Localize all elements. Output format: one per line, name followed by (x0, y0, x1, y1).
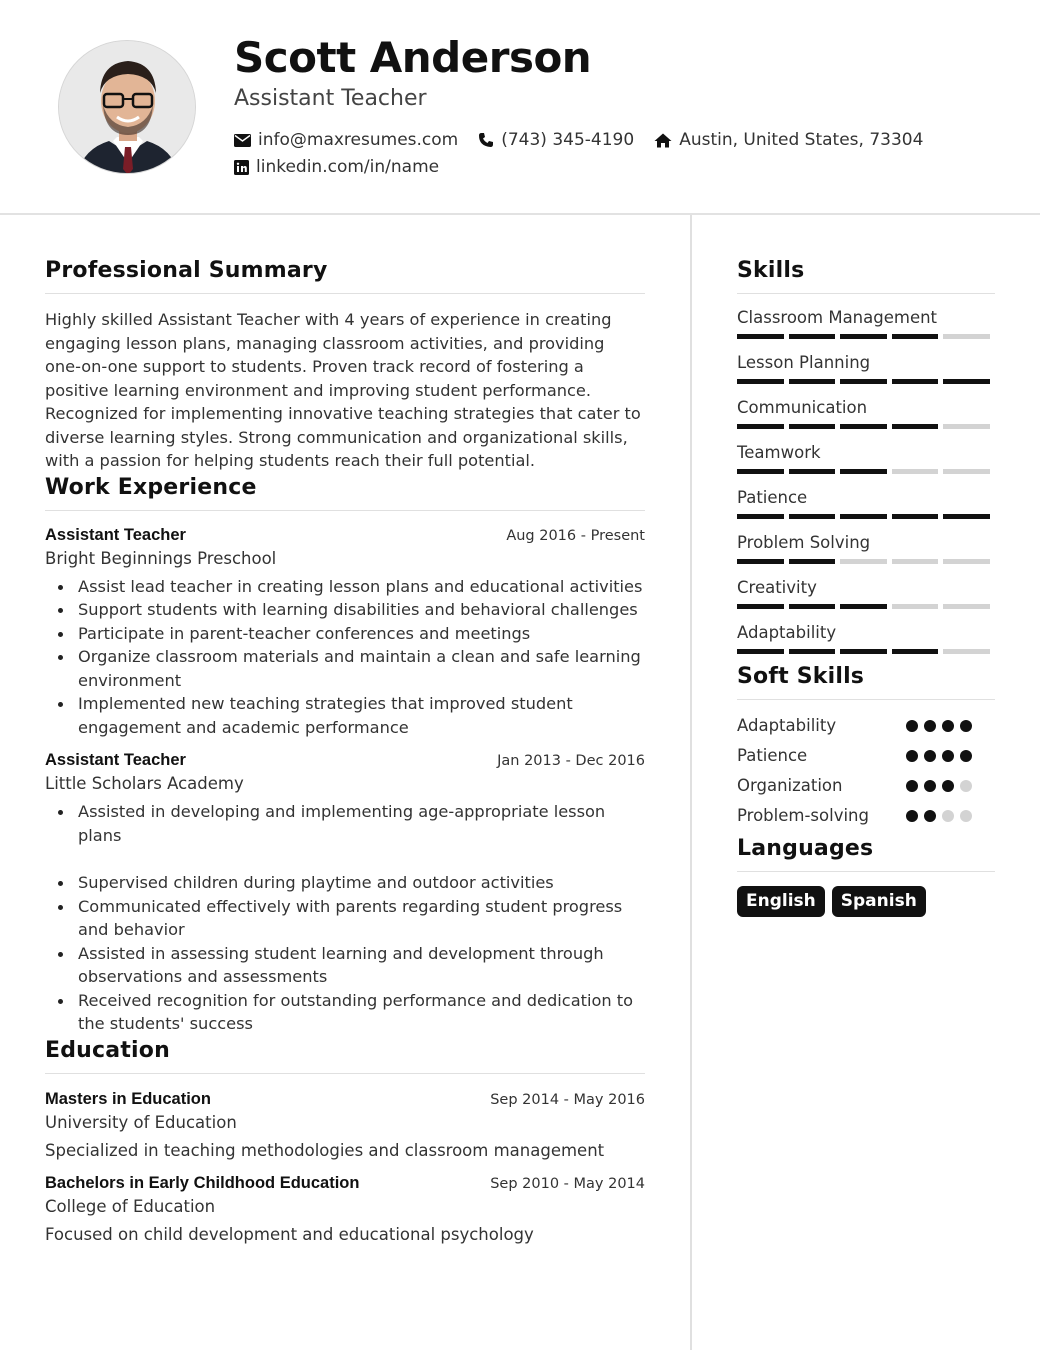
skill-name: Adaptability (737, 623, 837, 642)
education-entry (45, 1174, 645, 1244)
contact-email[interactable] (234, 130, 458, 150)
summary-text: Highly skilled Assistant Teacher with 4 years of experience in creating engaging lesson plans, managing classroom activities, and providing one-on-one support to students. Proven track record of fostering a positive learning environment and improving student performance. Recognized for implementing innovative teaching strategies that cater to diverse learning styles. Strong communication and organizational skills, with a passion for helping students reach their full potential. (45, 310, 641, 470)
email-text: info@maxresumes.com (258, 130, 459, 150)
rating-dot (906, 720, 918, 732)
rating-dot (942, 750, 954, 762)
skill-name: Communication (737, 398, 868, 417)
skill-level-segment (789, 379, 836, 384)
skills-section (737, 258, 995, 654)
phone-icon (478, 132, 494, 148)
skill-level-segment (840, 379, 887, 384)
skill-level-segment (840, 514, 887, 519)
soft-skill-item (737, 804, 995, 834)
soft-skill-item (737, 714, 995, 744)
rating-dot (960, 750, 972, 762)
skill-item (737, 443, 995, 474)
skill-level-segment (840, 424, 887, 429)
education-description: Focused on child development and educational psychology (45, 1224, 534, 1244)
education-entry (45, 1090, 645, 1160)
summary-heading: Professional Summary (45, 258, 645, 294)
skill-name: Creativity (737, 578, 817, 597)
degree-title: Masters in Education (45, 1089, 211, 1108)
skill-level-segment (943, 649, 990, 654)
skill-name: Problem Solving (737, 533, 871, 552)
skill-level-bar (737, 649, 995, 654)
skill-level-segment (892, 514, 939, 519)
skill-item (737, 308, 995, 339)
skill-name: Teamwork (737, 443, 821, 462)
rating-dot (942, 810, 954, 822)
skill-level-segment (789, 424, 836, 429)
job-company: Little Scholars Academy (45, 774, 244, 793)
bullet-item: Communicated effectively with parents regarding student progress and behavior (45, 895, 645, 942)
skill-level-segment (737, 604, 784, 609)
languages-list (737, 886, 995, 917)
bullet-item: Supervised children during playtime and outdoor activities (45, 871, 645, 895)
skill-level-segment (737, 559, 784, 564)
job-date: Aug 2016 - Present (506, 527, 645, 544)
rating-dot (906, 780, 918, 792)
skill-level-segment (892, 469, 939, 474)
rating-dot (960, 810, 972, 822)
education-section (45, 1038, 645, 1244)
soft-skill-name: Patience (737, 746, 808, 765)
skill-level-bar (737, 604, 995, 609)
skill-level-segment (737, 649, 784, 654)
job-company: Bright Beginnings Preschool (45, 548, 277, 568)
languages-heading: Languages (737, 836, 995, 872)
bullet-item: Assist lead teacher in creating lesson plans and educational activities (45, 575, 645, 599)
main-column (45, 258, 645, 1244)
skill-level-segment (943, 424, 990, 429)
rating-dot (942, 720, 954, 732)
rating-dot (924, 720, 936, 732)
skill-level-segment (789, 559, 836, 564)
skill-level-segment (892, 424, 939, 429)
skill-level-bar (737, 514, 995, 519)
skills-heading: Skills (737, 258, 995, 294)
skill-level-bar (737, 334, 995, 339)
skill-level-bar (737, 424, 995, 429)
candidate-role: Assistant Teacher (234, 86, 427, 111)
skill-level-segment (737, 514, 784, 519)
school-name: College of Education (45, 1196, 216, 1216)
job-bullets (45, 575, 645, 740)
skill-level-segment (892, 559, 939, 564)
skill-level-segment (840, 649, 887, 654)
rating-dot (924, 810, 936, 822)
rating-dot (906, 810, 918, 822)
rating-dot (924, 780, 936, 792)
candidate-name: Scott Anderson (234, 33, 592, 82)
skill-level-segment (892, 604, 939, 609)
skill-item (737, 533, 995, 564)
skill-level-segment (943, 514, 990, 519)
contact-phone[interactable] (478, 130, 634, 150)
degree-title: Bachelors in Early Childhood Education (45, 1173, 360, 1192)
bullet-item: Support students with learning disabilities and behavioral challenges (45, 598, 645, 622)
location-text: Austin, United States, 73304 (679, 130, 924, 150)
soft-skills-heading: Soft Skills (737, 664, 995, 700)
bullet-item: Participate in parent-teacher conferences and meetings (45, 622, 645, 646)
education-date: Sep 2010 - May 2014 (490, 1175, 645, 1192)
skill-level-segment (840, 469, 887, 474)
soft-skills-list (737, 714, 995, 834)
home-icon (654, 133, 672, 148)
contact-row-2 (234, 157, 459, 177)
language-badge: Spanish (832, 886, 926, 917)
skill-level-segment (943, 469, 990, 474)
soft-skills-section (737, 664, 995, 834)
skill-item (737, 578, 995, 609)
skill-level-bar (737, 379, 995, 384)
bullet-item: Assisted in developing and implementing age-appropriate lesson plans (45, 800, 645, 847)
skills-list (737, 308, 995, 654)
education-date: Sep 2014 - May 2016 (490, 1091, 645, 1108)
rating-dot (906, 750, 918, 762)
skill-level-segment (737, 424, 784, 429)
skill-item (737, 623, 995, 654)
skill-name: Lesson Planning (737, 353, 871, 372)
contact-linkedin[interactable] (234, 157, 439, 177)
school-name: University of Education (45, 1112, 237, 1132)
soft-skill-name: Adaptability (737, 716, 837, 735)
column-divider (690, 215, 692, 1350)
education-heading: Education (45, 1038, 645, 1074)
skill-level-segment (943, 334, 990, 339)
rating-dot (960, 720, 972, 732)
language-badge: English (737, 886, 825, 917)
skill-level-segment (892, 379, 939, 384)
soft-skill-name: Organization (737, 776, 843, 795)
soft-skill-rating (906, 810, 978, 822)
skill-level-segment (840, 559, 887, 564)
avatar (58, 40, 196, 174)
soft-skill-rating (906, 720, 978, 732)
skill-item (737, 353, 995, 384)
skill-name: Classroom Management (737, 308, 938, 327)
skill-level-segment (943, 604, 990, 609)
soft-skill-name: Problem-solving (737, 806, 869, 825)
linkedin-icon (234, 160, 249, 175)
skill-level-segment (737, 334, 784, 339)
skill-level-segment (737, 469, 784, 474)
bullet-item: Organize classroom materials and maintain a clean and safe learning environment (45, 645, 645, 692)
skill-level-segment (943, 559, 990, 564)
rating-dot (960, 780, 972, 792)
bullet-item: Received recognition for outstanding performance and dedication to the students' success (45, 989, 645, 1036)
soft-skill-rating (906, 750, 978, 762)
job-bullets (45, 800, 645, 1036)
skill-level-segment (840, 334, 887, 339)
phone-text: (743) 345-4190 (501, 130, 635, 150)
skill-level-segment (789, 649, 836, 654)
job-title: Assistant Teacher (45, 751, 186, 769)
summary-section (45, 258, 645, 473)
skill-level-segment (943, 379, 990, 384)
soft-skill-item (737, 744, 995, 774)
rating-dot (924, 750, 936, 762)
envelope-icon (234, 134, 251, 147)
contact-location (654, 130, 923, 150)
job-date: Jan 2013 - Dec 2016 (497, 753, 645, 769)
languages-section (737, 836, 995, 917)
soft-skill-rating (906, 780, 978, 792)
skill-name: Patience (737, 488, 808, 507)
rating-dot (942, 780, 954, 792)
experience-heading: Work Experience (45, 475, 645, 511)
resume-header (0, 0, 1040, 215)
sidebar-column (737, 258, 995, 917)
education-description: Specialized in teaching methodologies and classroom management (45, 1140, 605, 1160)
bullet-item: Assisted in assessing student learning and development through observations and assessments (45, 942, 645, 989)
contact-row (234, 130, 943, 150)
skill-level-bar (737, 469, 995, 474)
job-entry (45, 526, 645, 740)
skill-level-bar (737, 559, 995, 564)
skill-level-segment (789, 469, 836, 474)
job-entry (45, 751, 645, 1036)
skill-level-segment (892, 649, 939, 654)
skill-level-segment (789, 334, 836, 339)
soft-skill-item (737, 774, 995, 804)
skill-level-segment (789, 514, 836, 519)
job-title: Assistant Teacher (45, 525, 186, 544)
experience-section (45, 475, 645, 1036)
skill-item (737, 488, 995, 519)
linkedin-text: linkedin.com/in/name (256, 157, 440, 177)
skill-item (737, 398, 995, 429)
skill-level-segment (892, 334, 939, 339)
skill-level-segment (737, 379, 784, 384)
bullet-item: Implemented new teaching strategies that improved student engagement and academic performance (45, 692, 645, 739)
skill-level-segment (840, 604, 887, 609)
skill-level-segment (789, 604, 836, 609)
